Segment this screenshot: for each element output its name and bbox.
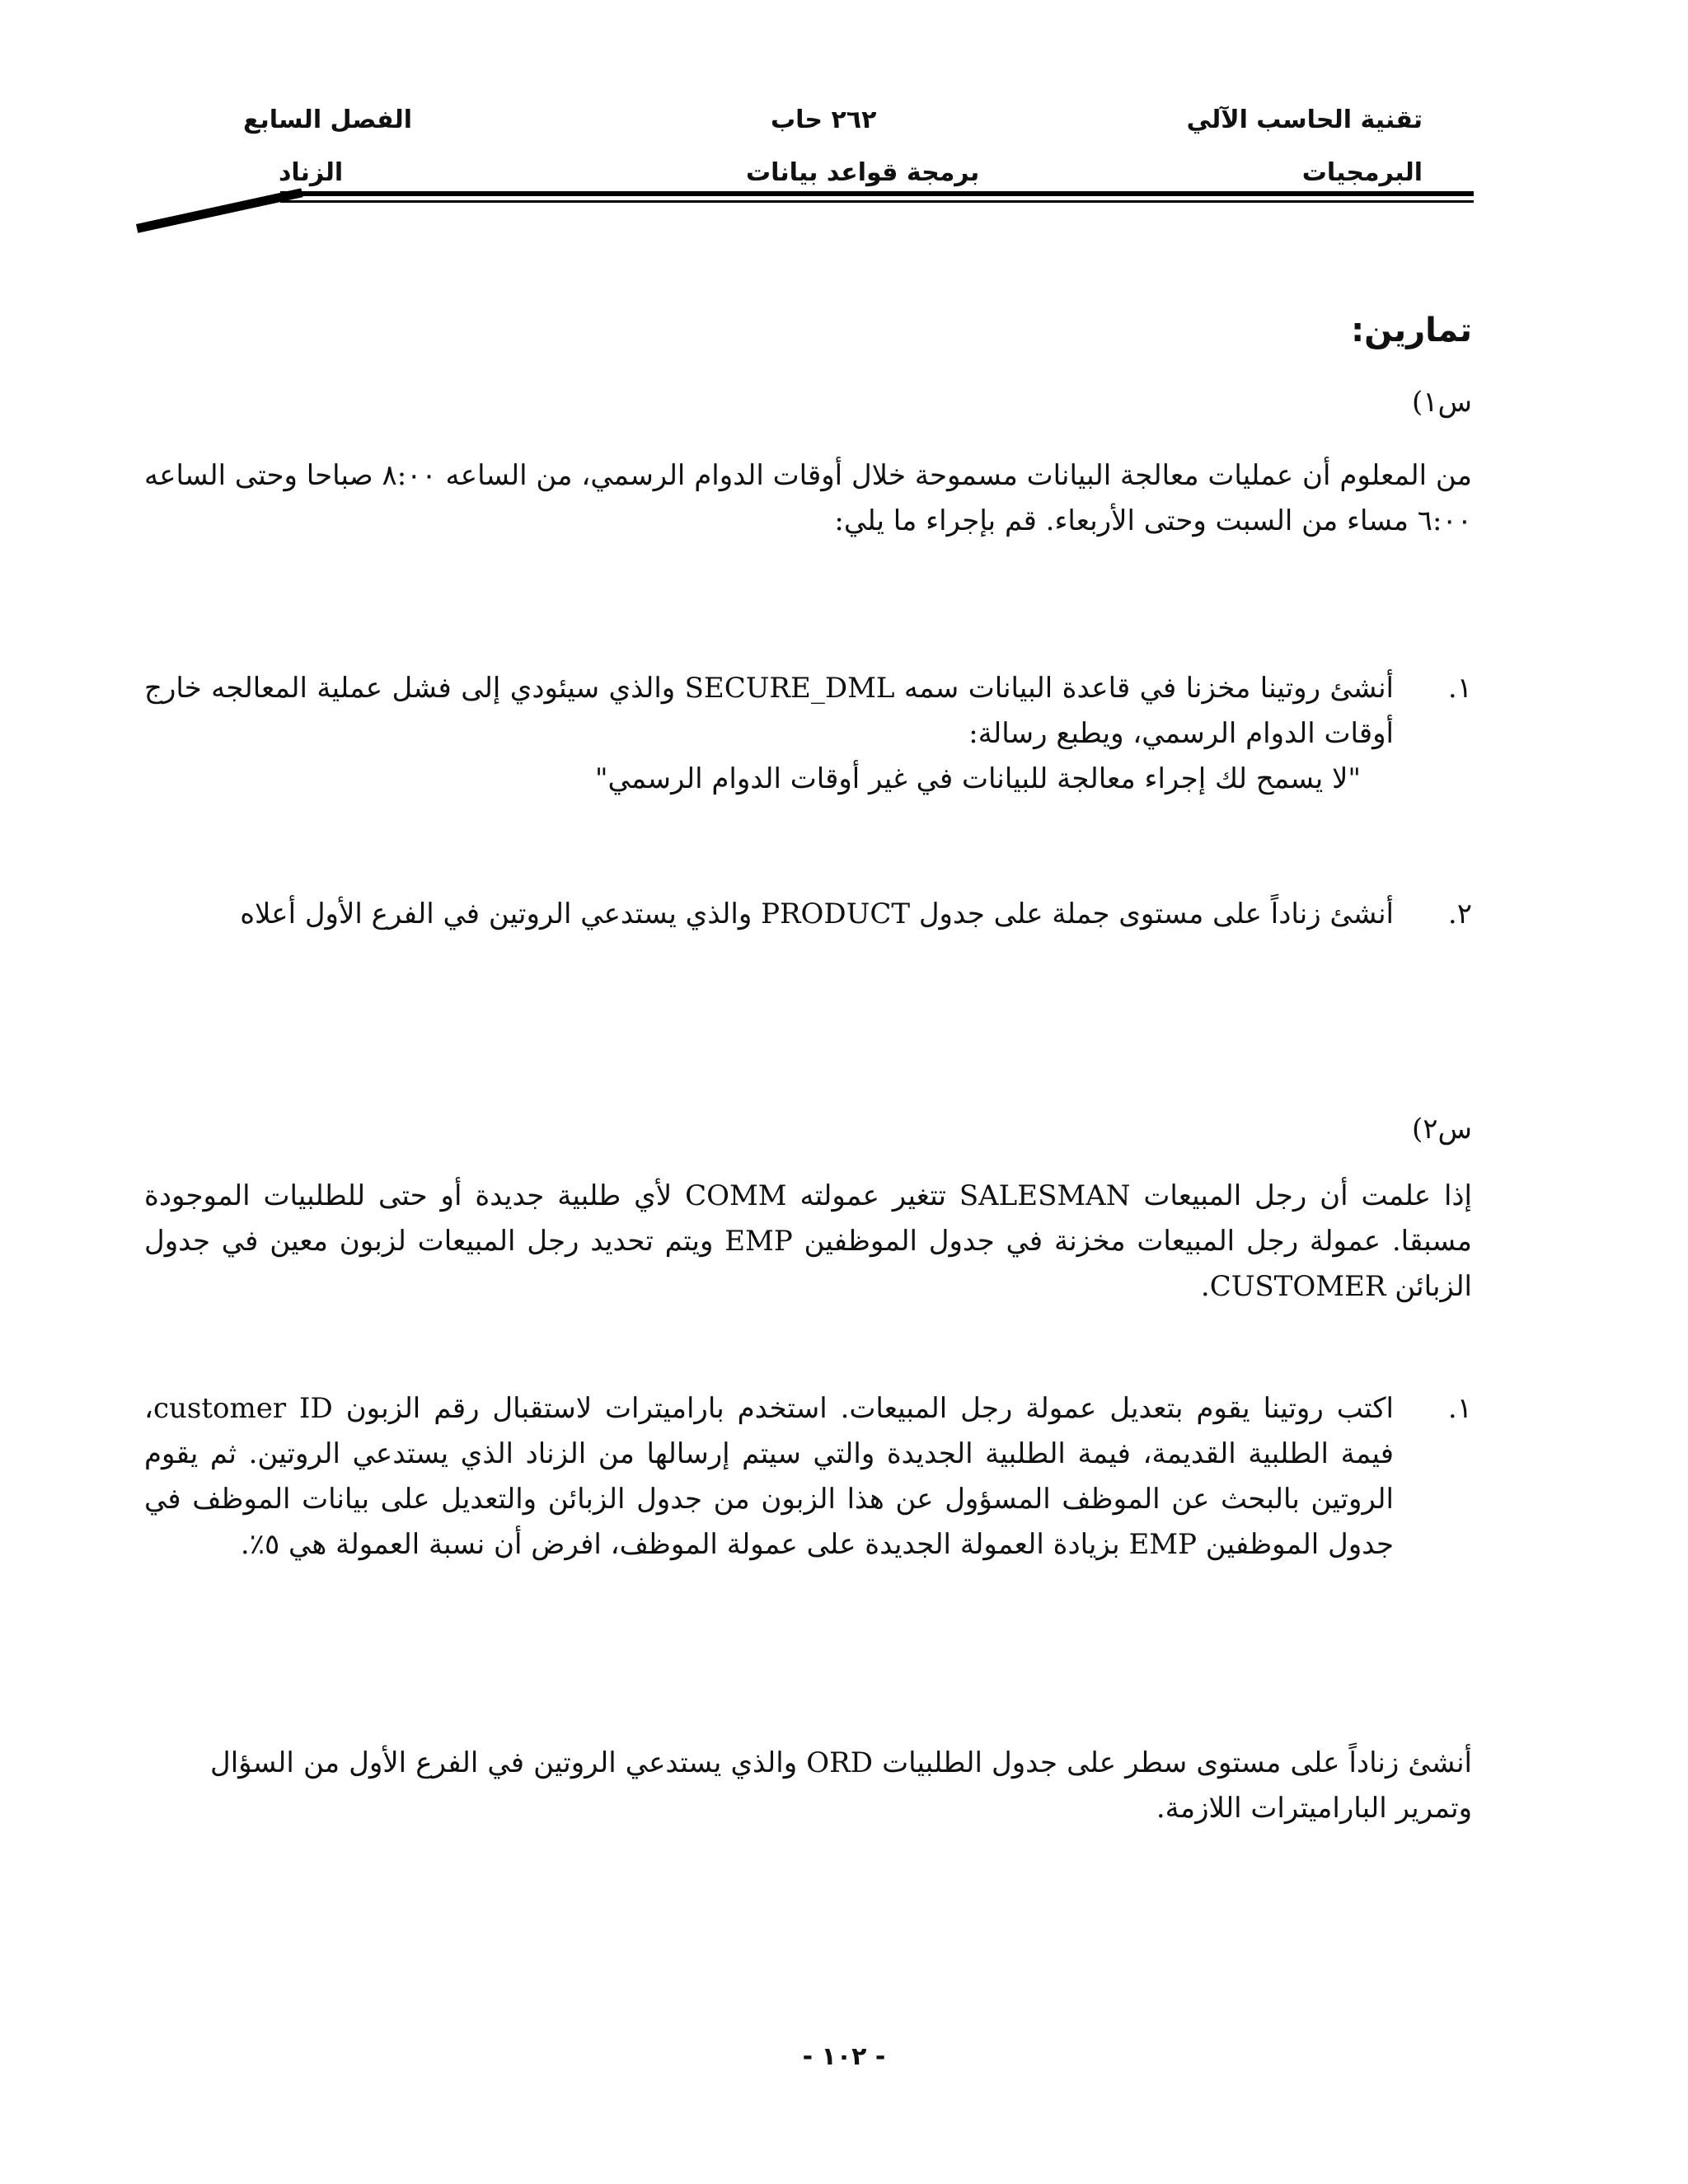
question-1-label: س١) xyxy=(1411,386,1472,419)
header-topic: الزناد xyxy=(279,158,344,187)
header-chapter: الفصل السابع xyxy=(243,105,413,134)
item-number: ١. xyxy=(1447,1392,1472,1425)
item-quote: "لا يسمح لك إجراء معالجة للبيانات في غير أوقات الدوام الرسمي" xyxy=(594,762,1361,795)
item-number: ١. xyxy=(1447,672,1472,705)
header-department: البرمجيات xyxy=(1301,158,1423,187)
header-rule-thick xyxy=(280,191,1474,196)
item-text: أنشئ زناداً على مستوى جملة على جدول PRODUCT والذي يستدعي الروتين في الفرع الأول أعلاه xyxy=(240,898,1394,930)
question-1-intro: من المعلوم أن عمليات معالجة البيانات مسموحة خلال أوقات الدوام الرسمي، من الساعه ٨:٠٠ صباحا وحتى الساعه ٦:٠٠ مساء من السبت وحتى الأربعاء. قم بإجراء ما يلي: xyxy=(144,459,1472,537)
item-number: ٢. xyxy=(1447,898,1472,930)
section-title: تمارين: xyxy=(1351,312,1472,349)
question-2-trailing: أنشئ زناداً على مستوى سطر على جدول الطلبيات ORD والذي يستدعي الروتين في الفرع الأول من السؤال وتمرير الباراميترات اللازمة. xyxy=(210,1746,1472,1825)
item-text: اكتب روتينا يقوم بتعديل عمولة رجل المبيعات. استخدم باراميترات لاستقبال رقم الزبون customer ID، فيمة الطلبية القديمة، فيمة الطلبية الجديدة والتي سيتم إرسالها من الزناد الذي يستدعي الروتين. ثم يقوم الروتين بالبحث عن الموظف المسؤول عن هذا الزبون من جدول الزبائن والتعديل على بيانات الموظف في جدول الموظفين EMP بزيادة العمولة الجديدة على عمولة الموظف، افرض أن نسبة العمولة هي ٥٪. xyxy=(144,1392,1394,1561)
header-course-title: تقنية الحاسب الآلي xyxy=(1186,105,1423,134)
header-rule-slash xyxy=(136,188,303,232)
header-rule-thin xyxy=(280,200,1474,203)
header-subject: برمجة قواعد بيانات xyxy=(746,158,980,187)
header-course-code: ٢٦٢ حاب xyxy=(771,105,877,134)
item-text: أنشئ روتينا مخزنا في قاعدة البيانات سمه SECURE_DML والذي سيئودي إلى فشل عملية المعالجه خارج أوقات الدوام الرسمي، ويطبع رسالة: xyxy=(144,672,1394,750)
page-number: - ١٠٢ - xyxy=(802,2042,886,2071)
question-1-item-2 xyxy=(144,892,1472,937)
question-2-intro: إذا علمت أن رجل المبيعات SALESMAN تتغير عمولته COMM لأي طلبية جديدة أو حتى للطلبيات الموجودة مسبقا. عمولة رجل المبيعات مخزنة في جدول الموظفين EMP ويتم تحديد رجل المبيعات لزبون معين في جدول الزبائن CUSTOMER. xyxy=(144,1179,1473,1303)
question-2-label: س٢) xyxy=(1411,1113,1472,1146)
question-1-item-1 xyxy=(144,666,1472,802)
question-2-item-1 xyxy=(144,1386,1472,1568)
